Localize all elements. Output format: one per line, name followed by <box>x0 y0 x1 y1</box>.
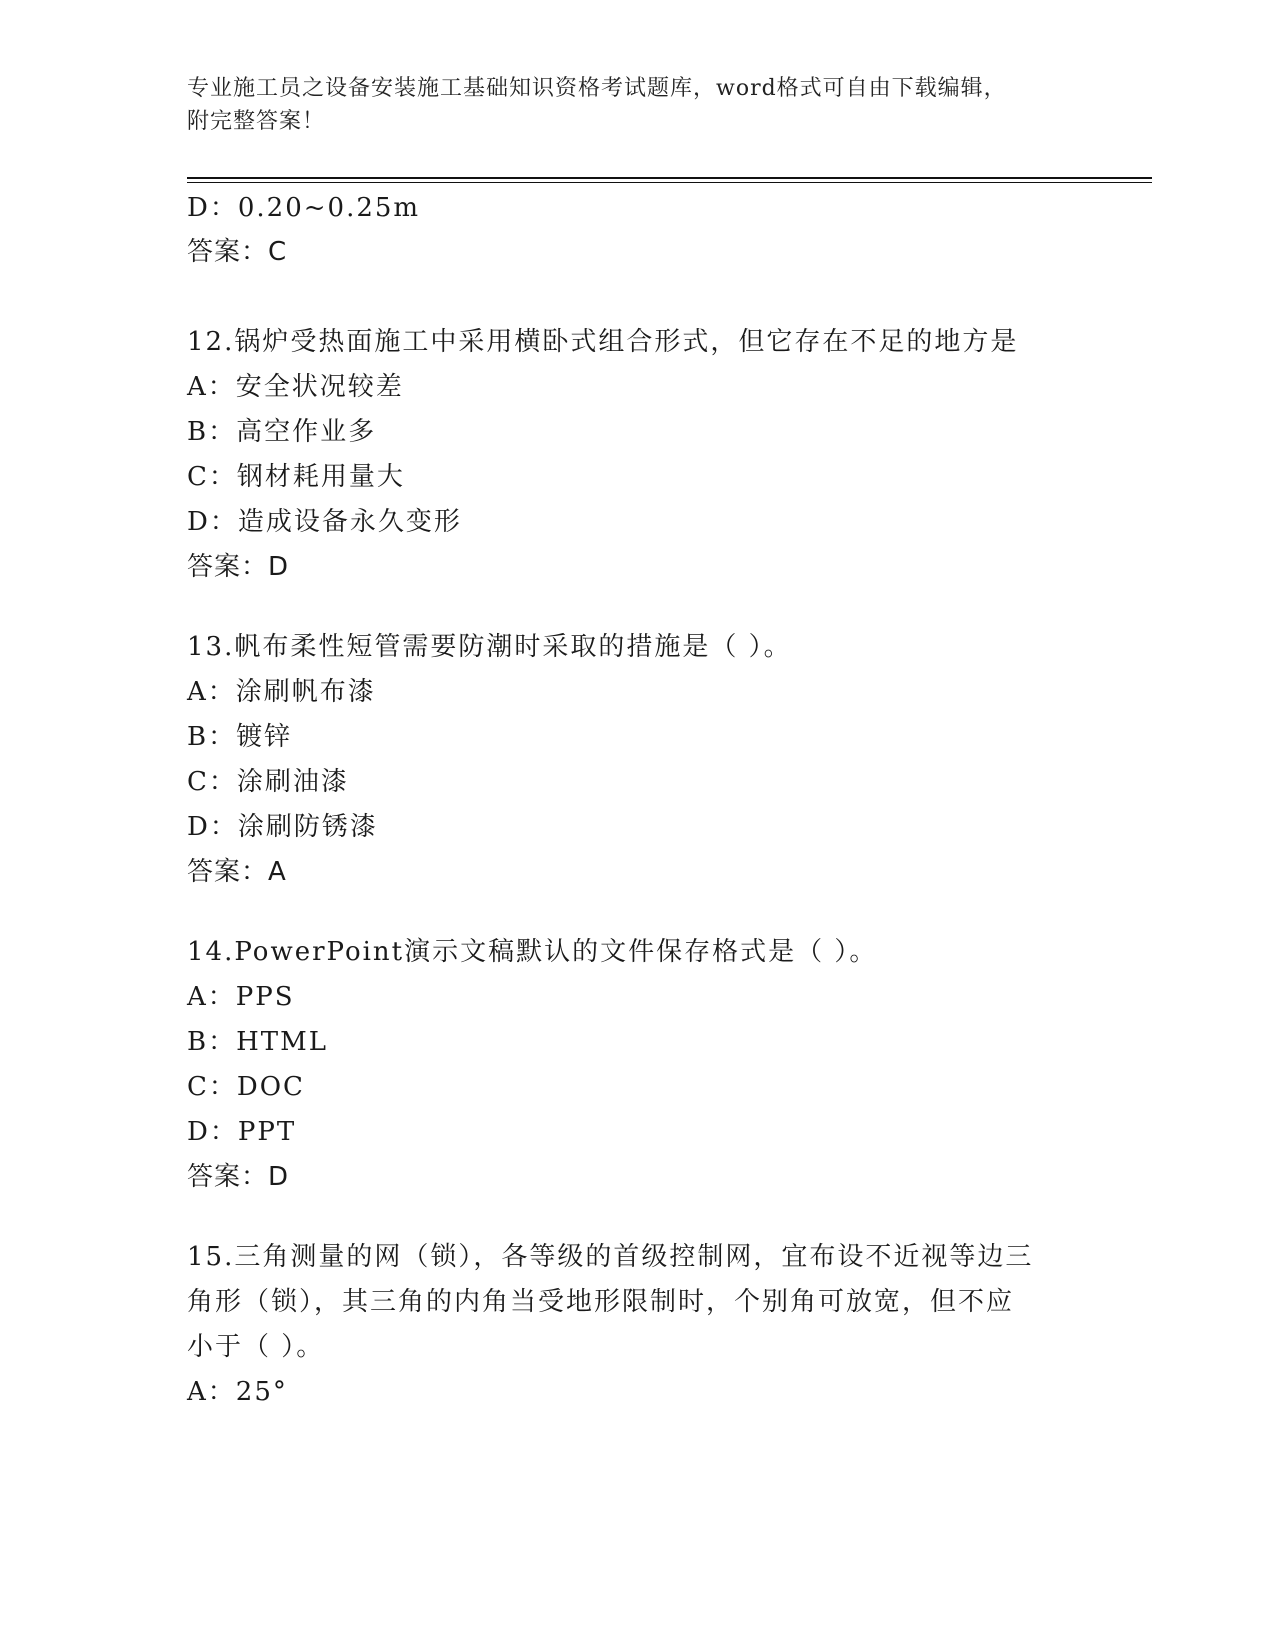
option-c: C：钢材耗用量大 <box>187 462 405 492</box>
answer: 答案：A <box>187 857 287 887</box>
header-divider-thick <box>187 177 1152 179</box>
question-stem-line3: 小于（ ）。 <box>187 1332 325 1362</box>
option-b: B：高空作业多 <box>187 417 377 447</box>
option-b: B：HTML <box>187 1027 329 1057</box>
option-a: A：25° <box>187 1377 288 1407</box>
option-a: A：安全状况较差 <box>187 372 404 402</box>
answer: 答案：D <box>187 1162 290 1192</box>
answer: 答案：D <box>187 552 290 582</box>
question-14 <box>187 930 1087 1200</box>
question-15 <box>187 1235 1087 1415</box>
prev-answer: 答案：C <box>187 237 288 267</box>
option-d: D：涂刷防锈漆 <box>187 812 378 842</box>
header-title-line1: 专业施工员之设备安装施工基础知识资格考试题库，word格式可自由下载编辑， <box>187 76 1007 101</box>
option-a: A：PPS <box>187 982 295 1012</box>
option-a: A：涂刷帆布漆 <box>187 677 376 707</box>
option-d: D：PPT <box>187 1117 297 1147</box>
header-title-line2: 附完整答案！ <box>187 109 326 134</box>
option-c: C：DOC <box>187 1072 305 1102</box>
option-b: B：镀锌 <box>187 722 293 752</box>
question-12 <box>187 320 1087 590</box>
question-stem: 14.PowerPoint演示文稿默认的文件保存格式是（ ）。 <box>187 937 878 967</box>
option-d: D：造成设备永久变形 <box>187 507 462 537</box>
header-divider-thin <box>187 182 1152 183</box>
question-13 <box>187 625 1087 895</box>
option-c: C：涂刷油漆 <box>187 767 349 797</box>
document-header <box>187 72 1087 138</box>
prev-option-d: D：0.20~0.25m <box>187 193 421 223</box>
question-stem: 12.锅炉受热面施工中采用横卧式组合形式，但它存在不足的地方是 <box>187 327 1019 357</box>
question-stem-line2: 角形（锁），其三角的内角当受地形限制时，个别角可放宽，但不应 <box>187 1287 1015 1317</box>
question-stem: 13.帆布柔性短管需要防潮时采取的措施是（ ）。 <box>187 632 792 662</box>
question-stem-line1: 15.三角测量的网（锁），各等级的首级控制网，宜布设不近视等边三 <box>187 1242 1034 1272</box>
